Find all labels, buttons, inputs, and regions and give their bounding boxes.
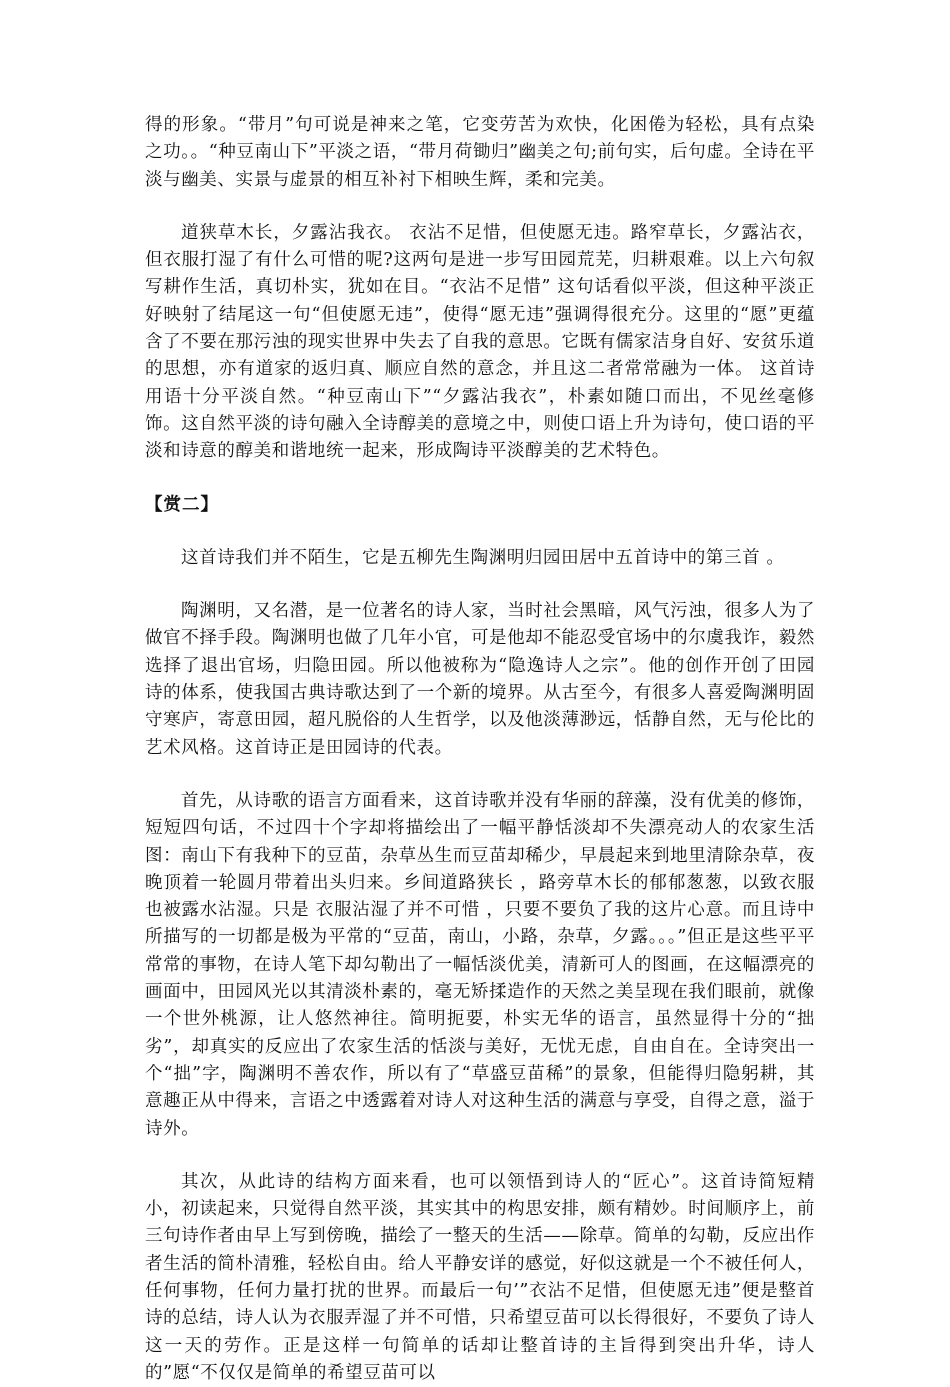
section-heading-shang-er: 【赏二】 (145, 494, 219, 515)
paragraph-language-analysis: 首先，从诗歌的语言方面看来，这首诗歌并没有华丽的辞藻，没有优美的修饰，短短四句话，不过四十个字却将描绘出了一幅平静恬淡却不失漂亮动人的农家生活图：南山下有我种下的豆苗，杂草丛生而豆苗却稀少，早晨起来到地里清除杂草，夜晚顶着一轮圆月带着出头归来。乡间道路狭长 ，路旁草木长的郁郁葱葱，以致衣服也被露水沾湿。只是 衣服沾湿了并不可惜 ，只要不要负了我的这片心意。而且诗中所描写的一切都是极为平常的“豆苗，南山，小路，杂草，夕露。。。”但正是这些平平常常的事物，在诗人笔下却勾勒出了一幅恬淡优美，清新可人的图画，在这幅漂亮的画面中，田园风光以其清淡朴素的，毫无矫揉造作的天然之美呈现在我们眼前，就像一个世外桃源，让人悠然神往。简明扼要，朴实无华的语言，虽然显得十分的“拙劣”，却真实的反应出了农家生活的恬淡与美好，无忧无虑，自由自在。全诗突出一个“拙”字，陶渊明不善农作，所以有了“草盛豆苗稀”的景象，但能得归隐躬耕，其意趣正从中得来，言语之中透露着对诗人对这种生活的满意与享受，自得之意，溢于诗外。 (145, 790, 815, 1139)
paragraph-structure-analysis: 其次，从此诗的结构方面来看，也可以领悟到诗人的“匠心”。这首诗简短精小，初读起来，只觉得自然平淡，其实其中的构思安排，颇有精妙。时间顺序上，前三句诗作者由早上写到傍晚，描绘了一整天的生活——除草。简单的勾勒，反应出作者生活的简朴清雅，轻松自由。给人平静安详的感觉，好似这就是一个不被任何人，任何事物，任何力量打扰的世界。而最后一句’”衣沾不足惜，但使愿无违”便是整首诗的总结，诗人认为衣服弄湿了并不可惜，只希望豆苗可以长得很好，不要负了诗人这一天的劳作。正是这样一句简单的话却让整首诗的主旨得到突出升华，诗人的”愿“不仅仅是简单的希望豆苗可以 (145, 1171, 815, 1383)
paragraph-tao-yuanming-bio: 陶渊明，又名潜，是一位著名的诗人家，当时社会黑暗，风气污浊，很多人为了做官不择手段。陶渊明也做了几年小官，可是他却不能忍受官场中的尔虞我诈，毅然选择了退出官场，归隐田园。所以他被称为“隐逸诗人之宗”。他的创作开创了田园诗的体系，使我国古典诗歌达到了一个新的境界。从古至今，有很多人喜爱陶渊明固守寒庐，寄意田园，超凡脱俗的人生哲学，以及他淡薄渺远，恬静自然，无与伦比的艺术风格。这首诗正是田园诗的代表。 (145, 601, 815, 758)
paragraph-intro: 这首诗我们并不陌生，它是五柳先生陶渊明归园田居中五首诗中的第三首 。 (181, 547, 785, 568)
document-page (145, 112, 815, 1387)
paragraph-dao-xia-cao-mu-chang: 道狭草木长，夕露沾我衣。 衣沾不足惜，但使愿无违。路窄草长，夕露沾衣，但衣服打湿了有什么可惜的呢?这两句是进一步写田园荒芜，归耕艰难。以上六句叙写耕作生活，真切朴实，犹如在目。“衣沾不足惜” 这句话看似平淡，但这种平淡正好映射了结尾这一句“但使愿无违”，使得“愿无违”强调得很充分。这里的“愿”更蕴含了不要在那污浊的现实世界中失去了自我的意思。它既有儒家洁身自好、安贫乐道的思想，亦有道家的返归真、顺应自然的意念，并且这二者常常融为一体。 这首诗用语十分平淡自然。“种豆南山下”“夕露沾我衣”，朴素如随口而出，不见丝毫修饰。这自然平淡的诗句融入全诗醇美的意境之中，则使口语上升为诗句，使口语的平淡和诗意的醇美和谐地统一起来，形成陶诗平淡醇美的艺术特色。 (145, 222, 815, 462)
paragraph-continued-analysis: 得的形象。“带月”句可说是神来之笔，它变劳苦为欢快，化困倦为轻松，具有点染之功。。“种豆南山下”平淡之语，“带月荷锄归”幽美之句;前句实，后句虚。全诗在平淡与幽美、实景与虚景的相互补衬下相映生辉，柔和完美。 (145, 115, 815, 190)
